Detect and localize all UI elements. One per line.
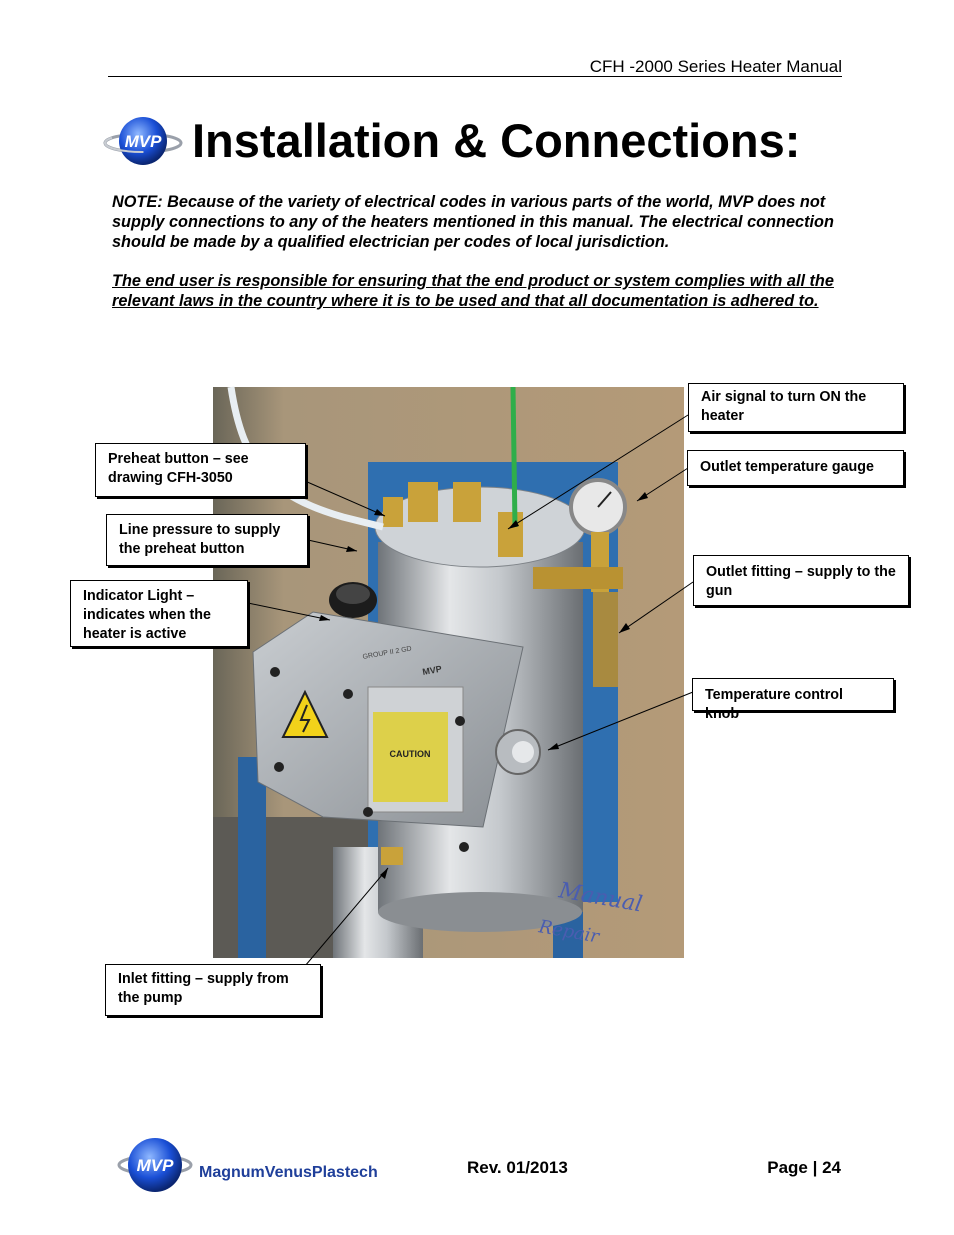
mvp-logo (103, 113, 183, 169)
callout-outlet-fitting: Outlet fitting – supply to the gun (693, 555, 909, 606)
footer-revision: Rev. 01/2013 (467, 1158, 568, 1177)
callout-indicator-light: Indicator Light – indicates when the heater is active (70, 580, 248, 647)
page-title: Installation & Connections: (192, 114, 801, 167)
callout-air-signal: Air signal to turn ON the heater (688, 383, 904, 432)
footer-brand-logo (117, 1135, 407, 1197)
box-marking-text: GROUP II 2 GD (362, 645, 413, 661)
header-divider (108, 76, 842, 77)
document-header-title: CFH -2000 Series Heater Manual (589, 57, 842, 76)
callout-outlet-temperature-gauge: Outlet temperature gauge (687, 450, 904, 486)
callout-line-pressure: Line pressure to supply the preheat button (106, 514, 308, 566)
footer-brand-name: MagnumVenusPlastech (199, 1164, 378, 1181)
caution-label-text: CAUTION (389, 749, 431, 759)
electrical-note: NOTE: Because of the variety of electrical codes in various parts of the world, MVP does not supply connections to any of the heaters mentioned in this manual. The electrical connection should be made by a qualified electrician per codes of local jurisdiction. (112, 193, 834, 251)
handwriting-manual: Manual (556, 878, 645, 918)
callout-inlet-fitting: Inlet fitting – supply from the pump (105, 964, 321, 1016)
footer-page-number: Page | 24 (767, 1158, 841, 1177)
callout-temperature-control: Temperature control knob (692, 678, 894, 711)
mvp-logo-text: MVP (124, 132, 162, 151)
callout-preheat-button: Preheat button – see drawing CFH-3050 (95, 443, 306, 497)
mvp-plate-text: MVP (421, 663, 443, 677)
compliance-note: The end user is responsible for ensuring that the end product or system complies with all the relevant laws in the country where it is to be used and that all documentation is adhered to. (112, 272, 834, 310)
handwriting-repair: Repair (537, 916, 601, 948)
footer-logo-text: MVP (136, 1156, 174, 1175)
